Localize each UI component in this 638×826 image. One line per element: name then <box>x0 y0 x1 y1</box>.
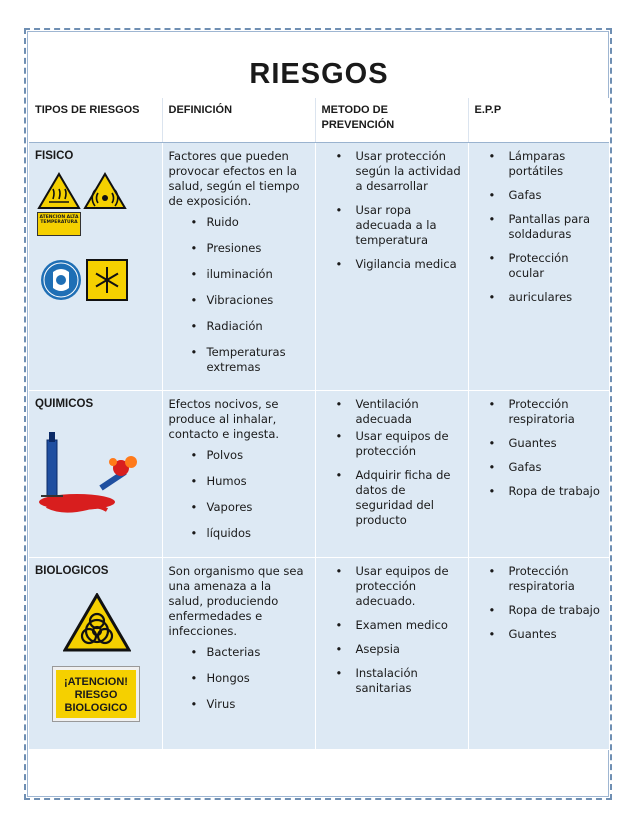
header-metodo: METODO DE PREVENCIÓN <box>315 98 468 143</box>
list-item: • Examen medico <box>336 618 462 633</box>
definition-list <box>169 448 309 541</box>
list-item: • Presiones <box>191 241 309 256</box>
list-item: • Ropa de trabajo <box>489 484 604 499</box>
list-item: • Hongos <box>191 671 309 686</box>
hot-surface-warning-icon <box>37 172 81 212</box>
high-temperature-sign: ATENCION ALTA TEMPERATURA <box>37 212 81 236</box>
epp-list <box>475 397 604 499</box>
list-item: • Vibraciones <box>191 293 309 308</box>
definition-list <box>169 215 309 375</box>
biohazard-warning-icon <box>63 593 131 653</box>
list-item: • Humos <box>191 474 309 489</box>
list-item: • Usar equipos de protección adecuado. <box>336 564 462 609</box>
chemical-spill-icon <box>37 428 147 518</box>
list-item: • Vigilancia medica <box>336 257 462 272</box>
list-item: • Pantallas para soldaduras <box>489 212 604 242</box>
quimicos-icons <box>35 418 156 528</box>
list-item: • Usar equipos de protección <box>336 429 462 459</box>
biologicos-icons <box>35 585 156 745</box>
list-item: • Ventilación adecuada <box>336 397 462 427</box>
risk-name: FISICO <box>35 150 74 162</box>
risk-name: QUIMICOS <box>35 398 94 410</box>
page-title: RIESGOS <box>249 58 389 90</box>
list-item: • Protección ocular <box>489 251 604 281</box>
list-item: • Polvos <box>191 448 309 463</box>
risk-name: BIOLOGICOS <box>35 565 109 577</box>
cell-definicion <box>162 143 315 391</box>
list-item: • Guantes <box>489 627 604 642</box>
list-item: • Adquirir ficha de datos de seguridad del producto <box>336 468 462 528</box>
list-item: • Temperaturas extremas <box>191 345 309 375</box>
list-item: • iluminación <box>191 267 309 282</box>
prevention-list <box>322 397 462 528</box>
header-tipo: TIPOS DE RIESGOS <box>29 98 162 143</box>
cell-tipo <box>29 558 162 750</box>
prevention-list <box>322 149 462 272</box>
list-item: • auriculares <box>489 290 604 305</box>
list-item: • Guantes <box>489 436 604 451</box>
fisico-icons <box>35 170 156 320</box>
list-item: • Radiación <box>191 319 309 334</box>
list-item: • Vapores <box>191 500 309 515</box>
biological-risk-sign: ¡ATENCION! RIESGO BIOLOGICO <box>53 667 139 721</box>
table-row-biologicos <box>29 558 609 750</box>
cell-metodo <box>315 558 468 750</box>
cell-epp <box>468 558 609 750</box>
list-item: • líquidos <box>191 526 309 541</box>
list-item: • Usar ropa adecuada a la temperatura <box>336 203 462 248</box>
cell-tipo <box>29 391 162 558</box>
list-item: • Ruido <box>191 215 309 230</box>
cell-metodo <box>315 143 468 391</box>
header-epp: E.P.P <box>468 98 609 143</box>
list-item: • Virus <box>191 697 309 712</box>
cell-definicion <box>162 391 315 558</box>
definition-text: Son organismo que sea una amenaza a la salud, produciendo enfermedades e infecciones. <box>168 564 304 638</box>
prevention-list <box>322 564 462 696</box>
epp-list <box>475 564 604 642</box>
cold-warning-icon <box>85 258 129 302</box>
definition-text: Factores que pueden provocar efectos en la salud, según el tiempo de exposición. <box>168 149 300 208</box>
header-definicion: DEFINICIÓN <box>162 98 315 143</box>
header-row <box>29 98 609 143</box>
definition-text: Efectos nocivos, se produce al inhalar, contacto e ingesta. <box>168 397 280 441</box>
cell-epp <box>468 391 609 558</box>
list-item: • Gafas <box>489 188 604 203</box>
list-item: • Gafas <box>489 460 604 475</box>
list-item: • Ropa de trabajo <box>489 603 604 618</box>
list-item: • Protección respiratoria <box>489 564 604 594</box>
face-shield-mandatory-icon <box>39 258 83 302</box>
cell-tipo <box>29 143 162 391</box>
cell-metodo <box>315 391 468 558</box>
cell-definicion <box>162 558 315 750</box>
list-item: • Protección respiratoria <box>489 397 604 427</box>
list-item: • Asepsia <box>336 642 462 657</box>
cell-epp <box>468 143 609 391</box>
radiation-warning-icon <box>83 172 127 212</box>
definition-list <box>169 645 309 712</box>
riesgos-table <box>29 98 609 750</box>
epp-list <box>475 149 604 305</box>
list-item: • Instalación sanitarias <box>336 666 462 696</box>
table-row-quimicos <box>29 391 609 558</box>
list-item: • Bacterias <box>191 645 309 660</box>
list-item: • Usar protección según la actividad a desarrollar <box>336 149 462 194</box>
table-row-fisico <box>29 143 609 391</box>
list-item: • Lámparas portátiles <box>489 149 604 179</box>
